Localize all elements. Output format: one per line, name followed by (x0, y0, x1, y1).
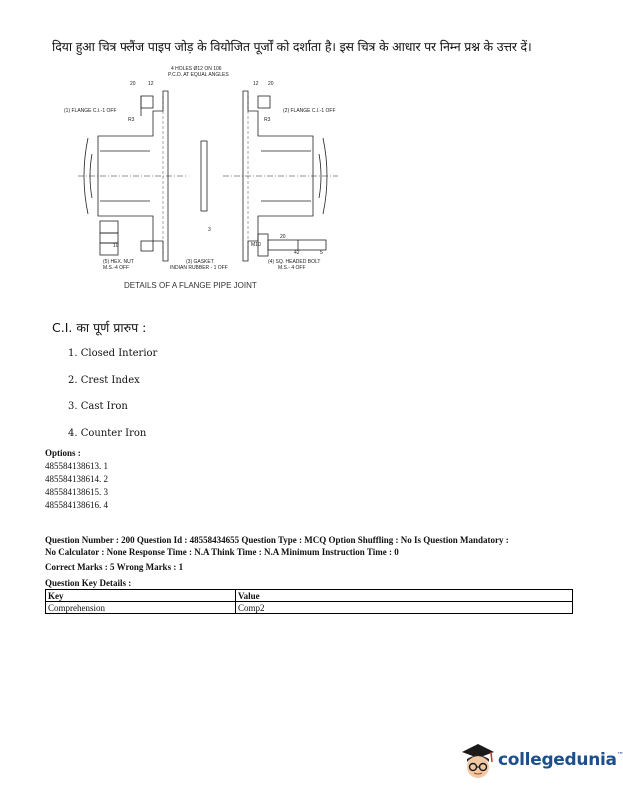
collegedunia-logo[interactable] (458, 740, 623, 784)
option-id-3: 485584138615. 3 (45, 487, 108, 497)
square-headed-bolt (258, 234, 326, 256)
table-header-row (46, 590, 573, 602)
dim-r3-left: R3 (128, 117, 135, 123)
label-gasket-2: INDIAN RUBBER - 1 OFF (170, 265, 228, 271)
label-gasket-1: (3) GASKET (186, 259, 214, 265)
dim-20-right: 20 (268, 81, 274, 87)
options-heading: Options : (45, 448, 81, 458)
ci-heading: C.I. का पूर्ण प्रारुप : (52, 320, 147, 335)
label-hex-nut-1: (5) HEX. NUT (103, 259, 134, 265)
header-key: Key (46, 590, 236, 602)
option-id-4: 485584138616. 4 (45, 500, 108, 510)
label-flange-left: (1) FLANGE C.I.-1 OFF (64, 108, 117, 114)
mascot-icon (458, 740, 496, 784)
gasket (201, 141, 207, 211)
flange-joint-drawing (58, 66, 358, 296)
dim-42: 42 (294, 250, 300, 256)
hex-nut (100, 221, 118, 255)
meta-line-1: Question Number : 200 Question Id : 48558434655 Question Type : MCQ Option Shuffling : No Is Question Mandatory : (45, 535, 509, 545)
ci-option-3: 3. Cast Iron (68, 401, 128, 412)
table-row (46, 602, 573, 614)
question-meta (45, 535, 575, 589)
dim-12-left: 12 (148, 81, 154, 87)
meta-line-2: No Calculator : None Response Time : N.A Think Time : N.A Minimum Instruction Time : 0 (45, 546, 399, 557)
logo-text: collegedunia™ (498, 750, 623, 770)
cell-value: Comp2 (236, 602, 573, 614)
ci-option-list (68, 348, 157, 454)
dim-20-bolt: 20 (280, 234, 286, 240)
option-id-2: 485584138614. 2 (45, 474, 108, 484)
key-details-heading: Question Key Details : (45, 577, 132, 588)
dim-10: 10 (113, 243, 119, 249)
label-flange-right: (2) FLANGE C.I.-1 OFF (283, 108, 336, 114)
dim-m10: M10 (251, 242, 261, 248)
dim-12-right: 12 (253, 81, 259, 87)
question-text: दिया हुआ चित्र फ्लैंज पाइप जोड़ के वियोजित पूर्जों को दर्शाता है। इस चित्र के आधार पर निम्न प्रश्न के उत्तर दें। (52, 39, 532, 54)
marks-line: Correct Marks : 5 Wrong Marks : 1 (45, 562, 184, 572)
dim-3: 3 (208, 227, 211, 233)
ci-option-1: 1. Closed Interior (68, 348, 158, 359)
options-block (45, 447, 108, 512)
header-value: Value (236, 590, 573, 602)
label-hex-nut-2: M.S.-4 OFF (103, 265, 130, 271)
cell-key: Comprehension (46, 602, 236, 614)
ci-option-4: 4. Counter Iron (68, 427, 147, 439)
option-id-1: 485584138613. 1 (45, 461, 108, 471)
dim-20-left: 20 (130, 81, 136, 87)
dim-5: 5 (320, 250, 323, 256)
key-value-table (45, 589, 573, 614)
label-bolt-2: M.S.- 4 OFF (278, 265, 306, 271)
pcd-label: P.C.D. AT EQUAL ANGLES (168, 72, 229, 78)
holes-label: 4 HOLES Ø12 ON 106 (171, 66, 222, 72)
label-bolt-1: (4) SQ. HEADED BOLT (268, 259, 321, 265)
dim-r3-right: R3 (264, 117, 271, 123)
ci-option-2: 2. Crest Index (68, 374, 140, 386)
figure-caption: DETAILS OF A FLANGE PIPE JOINT (124, 281, 257, 290)
